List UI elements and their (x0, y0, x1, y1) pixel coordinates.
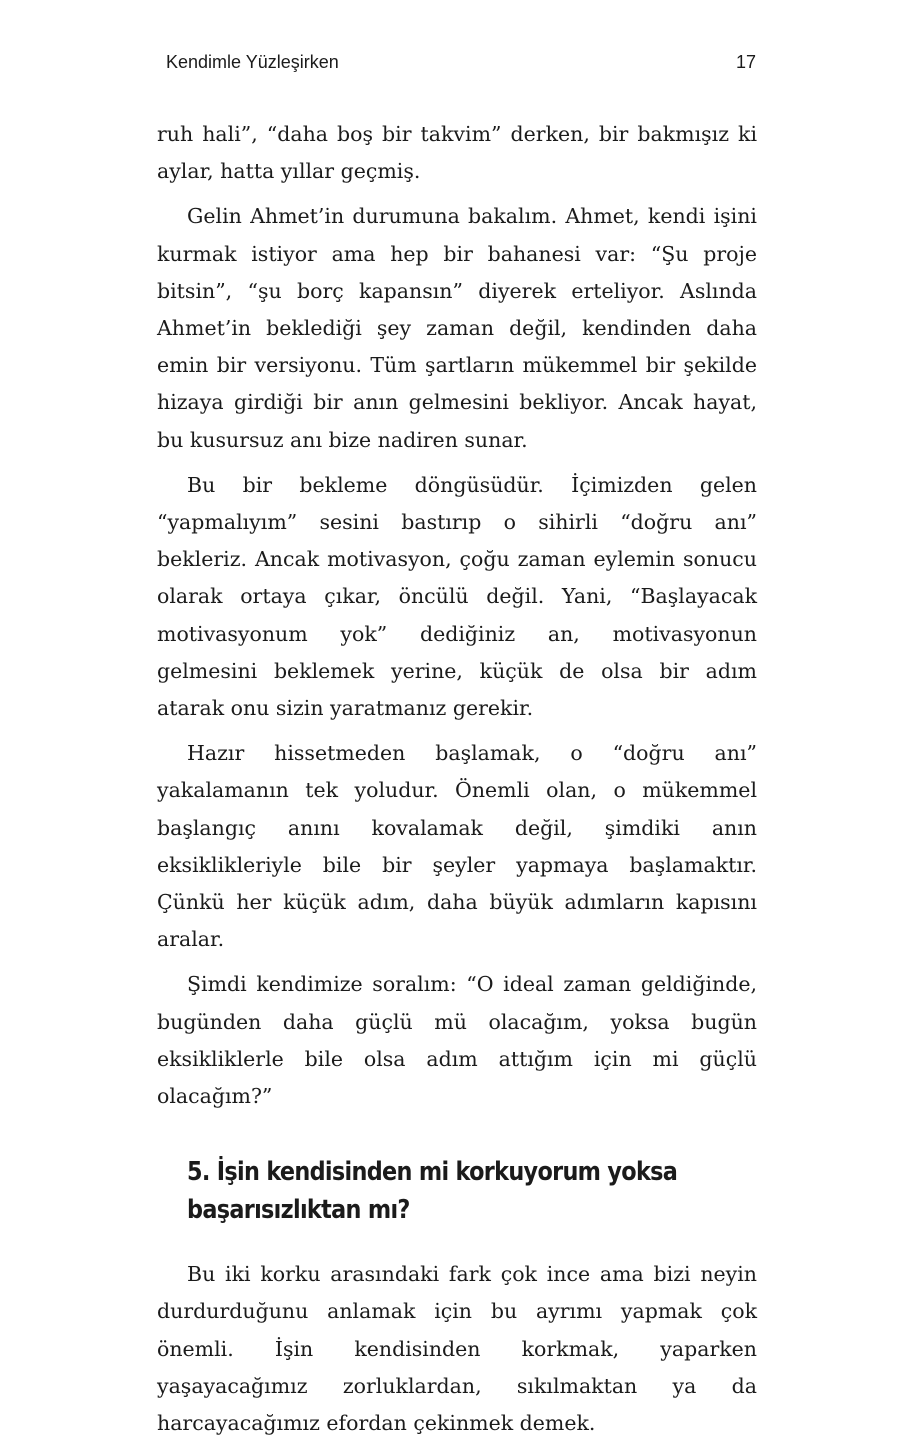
paragraph: Hazır hissetmeden başlamak, o “doğru anı” yakalamanın tek yoludur. Önemli olan, o mükemmel başlangıç anını kovalamak değil, şimdiki anın eksiklikleriyle bile bir şeyler yapmaya başlamaktır. Çünkü her küçük adım, daha büyük adımların kapısını aralar. (157, 741, 757, 952)
paragraph: Şimdi kendimize soralım: “O ideal zaman geldiğinde, bugünden daha güçlü mü olacağım, yoksa bugün eksikliklerle bile olsa adım attığım için mi güçlü olacağım?” (157, 972, 757, 1109)
page-body (157, 116, 757, 1450)
running-title: Kendimle Yüzleşirken (166, 52, 339, 72)
section-heading: 5. İşin kendisinden mi korkuyorum yoksa başarısızlıktan mı? (187, 1157, 678, 1226)
paragraph: Bu bir bekleme döngüsüdür. İçimizden gelen “yapmalıyım” sesini bastırıp o sihirli “doğru anı” bekleriz. Ancak motivasyon, çoğu zaman eylemin sonucu olarak ortaya çıkar, öncülü değil. Yani, “Başlayacak motivasyonum yok” dediğiniz an, motivasyonun gelmesini beklemek yerine, küçük de olsa bir adım atarak onu sizin yaratmanız gerekir. (157, 472, 757, 721)
paragraph: Gelin Ahmet’in durumuna bakalım. Ahmet, kendi işini kurmak istiyor ama hep bir bahanesi var: “Şu proje bitsin”, “şu borç kapansın” diyerek erteliyor. Aslında Ahmet’in beklediği şey zaman değil, kendinden daha emin bir versiyonu. Tüm şartların mükemmel bir şekilde hizaya girdiği bir anın gelmesini bekliyor. Ancak hayat, bu kusursuz anı bize nadiren sunar. (157, 204, 757, 452)
running-header (166, 52, 756, 80)
paragraph: Bu iki korku arasındaki fark çok ince ama bizi neyin durdurduğunu anlamak için bu ayrımı yapmak çok önemli. İşin kendisinden korkmak, yaparken yaşayacağımız zorluklardan, sıkılmaktan ya da harcayacağımız efordan çekinmek demek. (157, 1262, 757, 1436)
page-number: 17 (735, 52, 756, 72)
paragraph: ruh hali”, “daha boş bir takvim” derken, bir bakmışız ki aylar, hatta yıllar geçmiş. (157, 122, 757, 184)
